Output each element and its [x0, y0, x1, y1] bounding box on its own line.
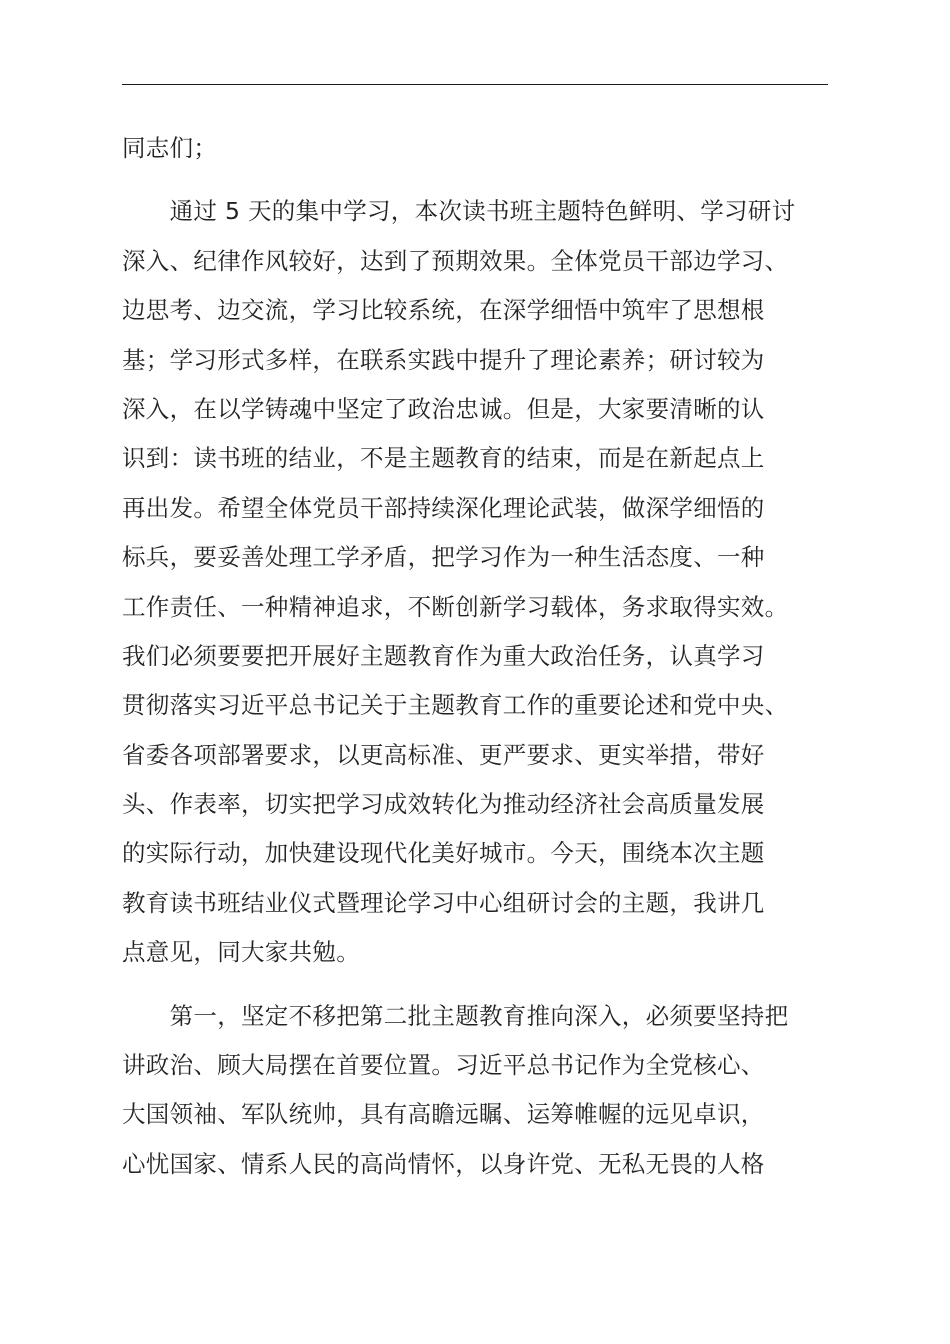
paragraph-line: 第一，坚定不移把第二批主题教育推向深入，必须要坚持把 — [122, 1001, 789, 1030]
paragraph-line: 工作责任、一种精神追求，不断创新学习载体，务求取得实效。 — [122, 592, 789, 621]
paragraph-line: 心忧国家、情系人民的高尚情怀，以身许党、无私无畏的人格 — [122, 1149, 765, 1178]
paragraph-line: 讲政治、顾大局摆在首要位置。习近平总书记作为全党核心、 — [122, 1051, 765, 1080]
paragraph-line: 深入，在以学铸魂中坚定了政治忠诚。但是，大家要清晰的认 — [122, 394, 765, 423]
paragraph-line: 基；学习形式多样，在联系实践中提升了理论素养；研讨较为 — [122, 345, 765, 374]
paragraph-line: 我们必须要要把开展好主题教育作为重大政治任务，认真学习 — [122, 641, 765, 670]
document-body — [122, 124, 830, 1189]
paragraph-spacer — [122, 978, 830, 992]
paragraph-line: 识到：读书班的结业，不是主题教育的结束，而是在新起点上 — [122, 444, 765, 473]
header-rule — [122, 84, 828, 85]
paragraph-line: 贯彻落实习近平总书记关于主题教育工作的重要论述和党中央、 — [122, 691, 789, 720]
paragraph-1 — [122, 187, 830, 977]
paragraph-line: 省委各项部署要求，以更高标准、更严要求、更实举措，带好 — [122, 740, 765, 769]
paragraph-line: 边思考、边交流，学习比较系统，在深学细悟中筑牢了思想根 — [122, 296, 765, 325]
paragraph-line: 大国领袖、军队统帅，具有高瞻远瞩、运筹帷幄的远见卓识， — [122, 1100, 765, 1129]
paragraph-line: 头、作表率，切实把学习成效转化为推动经济社会高质量发展 — [122, 790, 765, 819]
paragraph-line: 深入、纪律作风较好，达到了预期效果。全体党员干部边学习、 — [122, 246, 789, 275]
paragraph-line: 标兵，要妥善处理工学矛盾，把学习作为一种生活态度、一种 — [122, 543, 765, 572]
paragraph-line: 再出发。希望全体党员干部持续深化理论武装，做深学细悟的 — [122, 493, 765, 522]
paragraph-2 — [122, 992, 830, 1190]
paragraph-line: 点意见，同大家共勉。 — [122, 938, 360, 967]
paragraph-line: 教育读书班结业仪式暨理论学习中心组研讨会的主题，我讲几 — [122, 888, 765, 917]
paragraph-spacer — [122, 173, 830, 187]
salutation: 同志们； — [122, 134, 218, 162]
paragraph-line: 通过 5 天的集中学习，本次读书班主题特色鲜明、学习研讨 — [122, 197, 796, 226]
paragraph-line: 的实际行动，加快建设现代化美好城市。今天，围绕本次主题 — [122, 839, 765, 868]
